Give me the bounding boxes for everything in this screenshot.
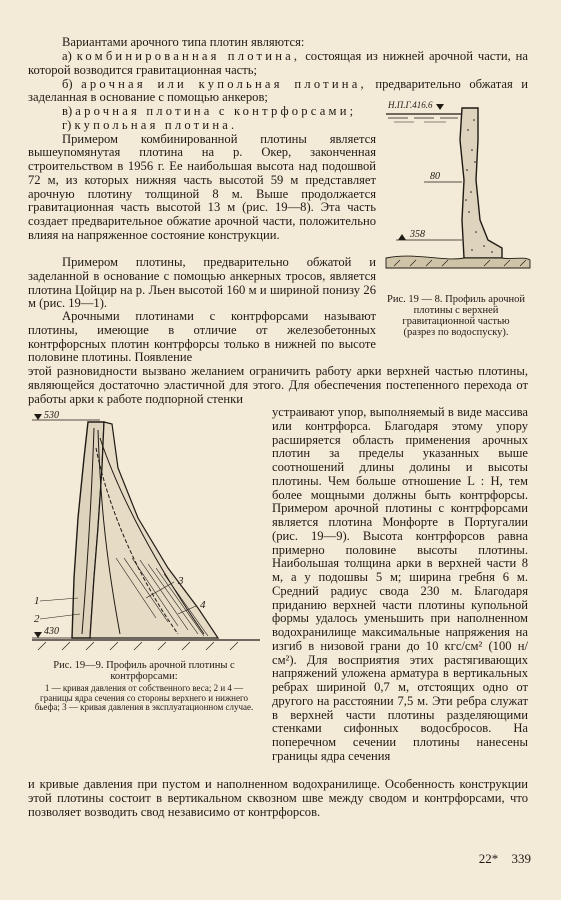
figure-19-9-dam-profile xyxy=(28,408,264,656)
paragraph-buttress-continued: этой разновидности вызвано желанием ограничить работу арки верхней частью плотины, являющейся достаточно эластичной для этого. Для обеспечения постепенного перехода от работы арки к работе подпорной стенки xyxy=(28,364,528,406)
list-item-c: в) арочная плотина с контрфорсами; xyxy=(62,104,357,118)
figure-19-8-dam-profile xyxy=(384,100,532,290)
fig198-label-80: 80 xyxy=(430,171,440,182)
fig199-label-3: 3 xyxy=(178,575,184,587)
page-number: 339 xyxy=(511,851,531,866)
figure-19-9-caption: Рис. 19—9. Профиль арочной плотины с контрфорсами: xyxy=(53,660,235,682)
figure-19-9-legend: 1 — кривая давления от собственного веса; 2 и 4 — границы ядра сечения со стороны верхнего и нижнего бьефа; 3 — кривая давления в эксплуатационном случае. xyxy=(34,683,254,713)
fig199-label-4: 4 xyxy=(200,599,206,611)
paragraph-joint: и кривые давления при пустом и наполненном водохранилище. Особенность конструкции этой плотины состоит в вертикальном сквозном шве между сводом и контрфорсами, что позволяет возводить свод независимо от контрфорсов. xyxy=(28,777,528,819)
page-footer xyxy=(469,851,531,867)
paragraph-oker-dam: Примером комбинированной плотины является вышеупомянутая плотина на р. Окер, законченная строительством в 1956 г. Ее наибольшая высота над подошвой 72 м, из которых нижняя часть высотой 59 м представляет арочную плотину толщиной 8 м. Выше продолжается гравитационная часть высотой 13 м (рис. 19—8). Эта часть создает предварительное обжатие арочной части, положительно влияя на напряженное состояние конструкции. xyxy=(28,131,376,242)
list-item-a: а) комбинированная плотина, состоящая из нижней арочной части, на которой возводится гравитационная часть; xyxy=(28,49,529,77)
paragraph-monforte-dam: устраивают упор, выполняемый в виде массива или контрфорса. Благодаря этому упору расширяется область применения арочных плотин за пределы указанных выше соотношений длины долины и высоты плотины. Чем больше отношение L : H, тем более мощными должны быть контрфорсы. Примером арочной плотины с контрфорсами является плотина Монфорте в Португалии (рис. 19—9). Высота контрфорсов равна примерно половине высоты плотины. Наибольшая толщина арки в верхней части 8 м, а у подошвы 5 м; ширина гребня 6 м. Средний радиус свода 230 м. Благодаря приданию верхней части плотины купольной формы удалось уменьшить при наполненном водохранилище максимальные напряжения на изгиб в низовой грани до 10 кгс/см² (100 н/см²). Для восприятия этих растягивающих напряжений уложена арматура в вертикальных ребрах шириной 0,7 м, отстоящих одно от другого на расстоянии 7,5 м. Эти ребра служат в верхней части плотины разделяющими стенками сифонных водосбросов. На поперечном сечении плотины нанесены границы ядра сечения xyxy=(272,405,528,763)
fig199-label-430: 430 xyxy=(44,626,59,637)
fig199-label-1: 1 xyxy=(34,595,40,607)
fig198-label-npg: Н.П.Г.416.6 xyxy=(388,100,433,110)
figure-19-8-caption: Рис. 19 — 8. Профиль арочной плотины с верхней гравитационной частью (разрез по водоспуску). xyxy=(387,294,525,338)
fig199-label-2: 2 xyxy=(34,613,40,625)
fig199-label-530: 530 xyxy=(44,410,59,421)
paragraph-buttress-intro: Арочными плотинами с контрфорсами называют плотины, имеющие в отличие от железобетонных контрфорсных плотин контрфорсы только в нижней по высоте половине плотины. Появление xyxy=(28,309,376,365)
intro-lead: Вариантами арочного типа плотин являются: xyxy=(62,35,305,49)
paragraph-zeuzier-dam: Примером плотины, предварительно обжатой и заделанной в основание с помощью анкерных тросов, является плотина Цойцир на р. Льен высотой 160 м и шириной понизу 26 м (рис. 19—1). xyxy=(28,255,376,311)
signature-mark: 22* xyxy=(478,851,499,866)
fig198-label-358: 358 xyxy=(410,229,425,240)
list-item-b: б) арочная или купольная плотина, предварительно обжатая и заделанная в основание с помощью анкеров; xyxy=(28,76,528,105)
list-item-d: г) купольная плотина. xyxy=(62,117,238,132)
